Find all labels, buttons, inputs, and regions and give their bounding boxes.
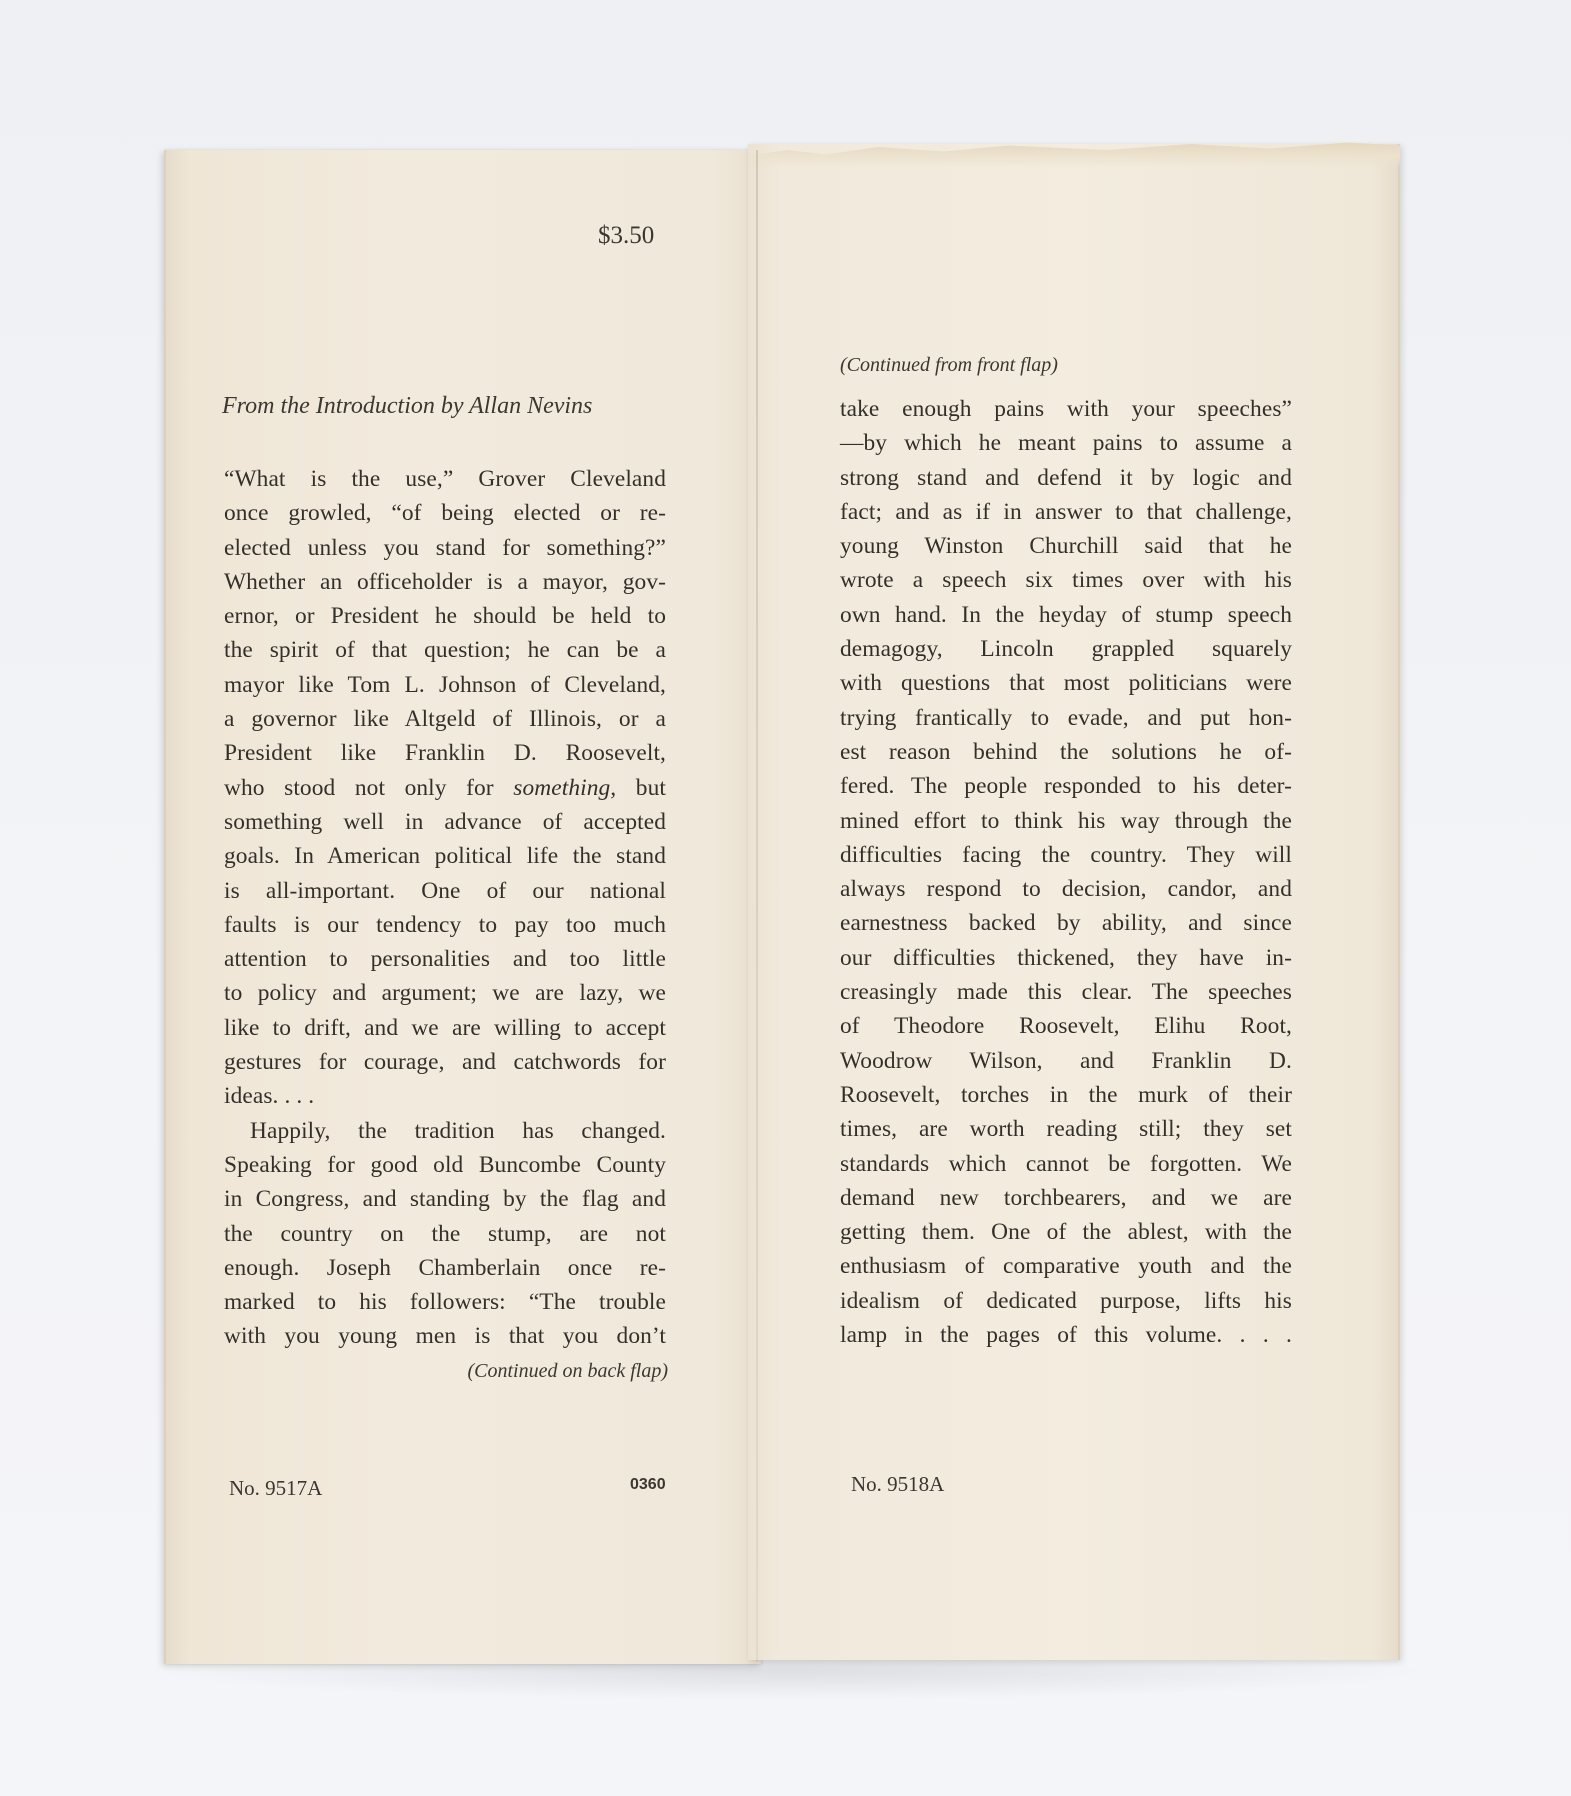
text-line: with you young men is that you don’t (224, 1323, 666, 1350)
text-line: —by which he meant pains to assume a (840, 430, 1292, 457)
text-line: demagogy, Lincoln grappled squarely (840, 636, 1292, 663)
text-fragment: who stood not only for (224, 774, 514, 801)
text-line: marked to his followers: “The trouble (224, 1289, 666, 1316)
price-label: $3.50 (598, 222, 655, 249)
text-line: getting them. One of the ablest, with the (840, 1219, 1292, 1246)
text-line: ernor, or President he should be held to (224, 603, 666, 630)
torn-edge (748, 138, 1400, 168)
text-line: always respond to decision, candor, and (840, 876, 1292, 903)
continued-on-back-note: (Continued on back flap) (467, 1360, 668, 1382)
text-line: Happily, the tradition has changed. (250, 1117, 666, 1144)
text-line: goals. In American political life the stand (224, 843, 666, 870)
text-line: creasingly made this clear. The speeches (840, 979, 1292, 1006)
text-line (224, 771, 666, 805)
text-line: own hand. In the heyday of stump speech (840, 601, 1292, 628)
text-line: President like Franklin D. Roosevelt, (224, 740, 666, 767)
text-line: idealism of dedicated purpose, lifts his (840, 1287, 1292, 1314)
text-line: difficulties facing the country. They will (840, 841, 1292, 868)
text-line: demand new torchbearers, and we are (840, 1184, 1292, 1211)
text-line: standards which cannot be forgotten. We (840, 1150, 1292, 1177)
text-line: our difficulties thickened, they have in- (840, 944, 1292, 971)
text-line: Speaking for good old Buncombe County (224, 1151, 666, 1178)
text-line: enough. Joseph Chamberlain once re- (224, 1254, 666, 1281)
text-line: something well in advance of accepted (224, 808, 666, 835)
text-line: is all-important. One of our national (224, 877, 666, 904)
intro-heading: From the Introduction by Allan Nevins (222, 393, 593, 419)
text-line: the spirit of that question; he can be a (224, 637, 666, 664)
text-line: earnestness backed by ability, and since (840, 910, 1292, 937)
text-line: mayor like Tom L. Johnson of Cleveland, (224, 671, 666, 698)
text-line: faults is our tendency to pay too much (224, 911, 666, 938)
text-line: gestures for courage, and catchwords for (224, 1049, 666, 1076)
text-line: young Winston Churchill said that he (840, 533, 1292, 560)
text-line: “What is the use,” Grover Cleveland (224, 466, 666, 492)
text-line: mined effort to think his way through the (840, 807, 1292, 834)
text-line: times, are worth reading still; they set (840, 1116, 1292, 1143)
text-line: strong stand and defend it by logic and (840, 464, 1292, 491)
text-line: fered. The people responded to his deter- (840, 773, 1292, 800)
front-flap-text (224, 462, 666, 1354)
text-line: take enough pains with your speeches” (840, 396, 1292, 422)
text-fragment: but (616, 774, 666, 801)
flap-seam (756, 150, 758, 1662)
front-catalog-number: No. 9517A (229, 1476, 323, 1500)
text-line: attention to personalities and too little (224, 946, 666, 973)
text-line: once growled, “of being elected or re- (224, 500, 666, 527)
front-code: 0360 (630, 1476, 666, 1493)
text-line: like to drift, and we are willing to accept (224, 1014, 666, 1041)
text-line: Woodrow Wilson, and Franklin D. (840, 1047, 1292, 1074)
back-catalog-number: No. 9518A (851, 1472, 945, 1496)
text-line: fact; and as if in answer to that challenge, (840, 498, 1292, 525)
italic-word: something, (513, 774, 617, 801)
continued-from-front-note: (Continued from front flap) (840, 354, 1058, 376)
text-line: elected unless you stand for something?” (224, 534, 666, 561)
text-line: the country on the stump, are not (224, 1220, 666, 1247)
text-line: Roosevelt, torches in the murk of their (840, 1081, 1292, 1108)
back-flap-text (840, 392, 1292, 1352)
text-line: ideas. . . . (224, 1083, 315, 1110)
text-line: a governor like Altgeld of Illinois, or a (224, 706, 666, 733)
text-line: to policy and argument; we are lazy, we (224, 980, 666, 1007)
text-line: lamp in the pages of this volume. . . . (840, 1322, 1292, 1349)
text-line: wrote a speech six times over with his (840, 567, 1292, 594)
text-line: in Congress, and standing by the flag and (224, 1186, 666, 1213)
text-line: with questions that most politicians were (840, 670, 1292, 697)
text-line: of Theodore Roosevelt, Elihu Root, (840, 1013, 1292, 1040)
text-line: enthusiasm of comparative youth and the (840, 1253, 1292, 1280)
text-line: trying frantically to evade, and put hon- (840, 704, 1292, 731)
text-line: Whether an officeholder is a mayor, gov- (224, 568, 666, 595)
text-line: est reason behind the solutions he of- (840, 738, 1292, 765)
